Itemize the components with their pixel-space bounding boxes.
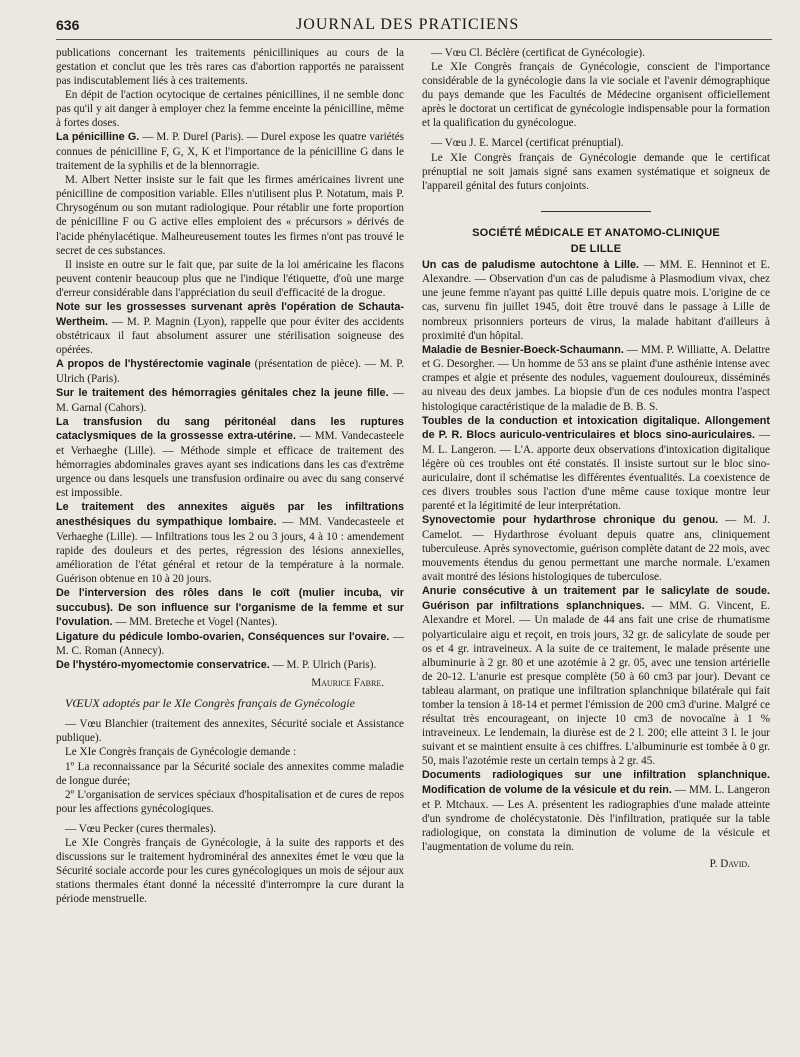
running-title: JOURNAL DES PRATICIENS (296, 15, 520, 33)
entry-text: — M. C. Roman (Annecy). (56, 630, 404, 658)
entry-text: (présentation de pièce). — M. P. Ulrich (Paris). (56, 358, 404, 385)
abstract-entry (56, 658, 404, 673)
entry-title: Le traitement des annexites aiguës par les infiltrations anesthésiques du sympathique lombaire. (56, 501, 404, 528)
paragraph: 1º La reconnaissance par la Sécurité sociale des annexites comme maladie de longue durée; (56, 760, 404, 787)
entry-title: Documents radiologiques sur une infiltration splanchnique. Modification de volume de la vésicule et du rein. (422, 769, 770, 796)
voeux-heading: VŒUX adoptés par le XIe Congrès français de Gynécologie (65, 696, 355, 711)
entry-text: — M. L. Langeron. — L'A. apporte deux observations d'intoxication digitalique légère où ces troubles ont été constatés. Il insiste surtout sur le bloc sino-auriculaire, dont il schématise les différentes éventualités. La coexistence de ces divers troubles sous l'action d'une même cause toxique montre leur parenté et la légitimité de leur interprétation. (422, 429, 770, 513)
text-columns (56, 46, 772, 1046)
paragraph: En dépit de l'action ocytocique de certaines pénicillines, il ne semble donc pas qu'il y ait danger à employer chez la femme enceinte la pénicilline, même à fortes doses. (56, 89, 404, 130)
abstract-entry (56, 130, 404, 173)
entry-text: — MM. L. Langeron et P. Mtchaux. — Les A. présentent les radiographies d'une malade atteinte d'un syndrome de cholécystatonie. Dès l'infiltration, pratiquée sur la table radiologique, on constata la diminution de volume de la vésicule et l'augmentation de volume du rein. (422, 783, 770, 853)
entry-title: Sur le traitement des hémorragies génitales chez la jeune fille. (56, 387, 389, 400)
paragraph: — Vœu Blanchier (traitement des annexites, Sécurité sociale et Assistance publique). (56, 718, 404, 745)
entry-title: La pénicilline G. (56, 131, 140, 144)
entry-text: — MM. P. Williatte, A. Delattre et G. Desorgher. — Un homme de 53 ans se plaint d'une asthénie intense avec crampes et algie et présente des nodules, vaguement douloureux, disséminés au niveau des deux jambes. La biopsie d'un de ces nodules montra l'aspect histologique caractéristique de la maladie de B. B. S. (422, 343, 770, 413)
entry-title: A propos de l'hystérectomie vaginale (56, 358, 251, 371)
entry-title: Note sur les grossesses survenant après l'opération de Schauta-Wertheim. (56, 300, 404, 328)
entry-text: — M. P. Magnin (Lyon), rappelle que pour éviter des accidents obstétricaux il faut absolument assurer une stérilisation soigneuse des opérées. (56, 315, 404, 357)
abstract-entry (422, 343, 770, 414)
abstract-entry (422, 258, 770, 343)
author-signature: Maurice Fabre. (311, 677, 384, 690)
entry-text: — MM. Breteche et Vogel (Nantes). (112, 616, 278, 629)
paragraph: publications concernant les traitements pénicilliniques au cours de la gestation et conclut que les très rares cas d'abortion rapportés ne paraissent pas indiscutablement liés à ces traitements. (56, 47, 404, 88)
entry-title: Synovectomie pour hydarthrose chronique du genou. (422, 514, 719, 527)
entry-text: — MM. Vandecasteele et Verhaeghe (Lille). — Méthode simple et efficace de traitement des hémorragies abdominales graves ayant ses indications dans les cas d'extrême urgence ou dans lesquels une transfusion ordinaire ou avec du sang conservé est impossible. (56, 430, 405, 500)
left-column (56, 46, 404, 1046)
abstract-entry (422, 584, 770, 768)
paragraph: — Vœu Cl. Béclère (certificat de Gynécologie). (431, 47, 645, 59)
paragraph: — Vœu Pecker (cures thermales). (65, 822, 217, 835)
section-heading-line: SOCIÉTÉ MÉDICALE ET ANATOMO-CLINIQUE (472, 226, 720, 239)
abstract-entry (56, 500, 404, 586)
abstract-entry (422, 414, 770, 514)
paragraph: Il insiste en outre sur le fait que, par suite de la loi américaine les flacons peuvent contenir beaucoup plus que ne l'indique l'étiquette, d'où une marge d'erreur considérable dans l'appréciation du seuil d'efficacité de la drogue. (56, 258, 404, 299)
entry-text: — MM. E. Henninot et E. Alexandre. — Observation d'un cas de paludisme à Plasmodium vivax, chez une jeune femme n'ayant pas quitté Lille depuis quatre mois. L'origine de ce cas, survenu fin juillet 1945, doit être trouvé dans le passage à Lille de nombreux prisonniers porteurs de virus, la malade habitant d'ailleurs à proximité d'un hôpital. (422, 258, 770, 342)
paragraph: Le XIe Congrès français de Gynécologie, conscient de l'importance considérable de la gynécologie dans la vie sociale et l'avenir démographique du pays demande que les Facultés de Médecine organisent officiellement après le doctorat un certificat de gynécologie indispensable pour la formation et la qualification du gynécologue. (422, 61, 770, 130)
entry-text: — M. J. Camelot. — Hydarthrose évoluant depuis quatre ans, cliniquement tuberculeuse. Après synovectomie, guérison complète datant de 22 mois, avec mouvements étendus du genou permettant une marche normale. L'examen avait montré des lésions histologiques de tuberculose. (422, 514, 770, 584)
entry-text: — M. P. Ulrich (Paris). (269, 659, 377, 672)
page-number: 636 (56, 16, 80, 33)
section-divider (541, 211, 651, 212)
entry-title: Toubles de la conduction et intoxication digitalique. Allongement de P. R. Blocs auriculo-ventriculaires et blocs sino-auriculaires. (422, 414, 770, 442)
abstract-entry (56, 357, 404, 386)
paragraph: Le XIe Congrès français de Gynécologie demande : (65, 746, 297, 759)
section-heading (422, 226, 770, 258)
abstract-entry (56, 586, 404, 630)
abstract-entry (56, 415, 404, 501)
abstract-entry (422, 768, 770, 854)
page-header (56, 0, 772, 40)
paragraph: — Vœu J. E. Marcel (certificat prénuptial). (431, 137, 624, 150)
entry-text: — M. P. Durel (Paris). — Durel expose les quatre variétés connues de pénicilline F, G, X, K et l'importance de la pénicilline G dans le traitement de la syphilis et de la blennorragie. (56, 131, 404, 173)
abstract-entry (422, 513, 770, 584)
entry-title: De l'hystéro-myomectomie conservatrice. (56, 659, 270, 672)
section-heading-line: DE LILLE (570, 242, 622, 255)
entry-title: Un cas de paludisme autochtone à Lille. (422, 258, 640, 271)
entry-title: Ligature du pédicule lombo-ovarien, Conséquences sur l'ovaire. (56, 630, 390, 643)
entry-text: — M. Garnal (Cahors). (56, 387, 404, 414)
author-signature: P. David. (709, 857, 750, 870)
abstract-entry (56, 386, 404, 415)
entry-title: Anurie consécutive à un traitement par le salicylate de soude. Guérison par infiltrations splanchniques. (422, 585, 770, 612)
paragraph: M. Albert Netter insiste sur le fait que les firmes américaines livrent une pénicilline de composition variable. Elles n'utilisent plus P. Notatum, mais P. Chrysogénum ou son mutant radiologique. Pour rétablir une forte proportion de pénicilline F ou G active elles emploient des « précursors » dérivés de l'acide phénylacétique. Malheureusement toutes les firmes n'ont pas trouvé le secret de ces substances. (56, 174, 404, 257)
entry-title: La transfusion du sang péritonéal dans les ruptures cataclysmiques de la grossesse extra-utérine. (56, 415, 404, 443)
right-column (422, 46, 770, 1046)
entry-title: Maladie de Besnier-Boeck-Schaumann. (422, 343, 624, 356)
entry-title: De l'interversion des rôles dans le coït (mulier incuba, vir succubus). De son influence sur l'organisme de la femme et sur l'ovulation. (56, 586, 404, 629)
paragraph: Le XIe Congrès français de Gynécologie demande que le certificat prénuptial ne soit jamais signé sans examen systématique et soigneux de l'appareil génital des futurs conjoints. (422, 151, 770, 192)
paragraph: 2º L'organisation de services spéciaux d'hospitalisation et de cures de repos pour les affections gynécologiques. (56, 788, 404, 815)
abstract-entry (56, 300, 404, 357)
entry-text: — MM. G. Vincent, E. Alexandre et Morel. — Un malade de 44 ans fait une crise de rhumatisme polyarticulaire aigu et reçoit, en trois jours, 32 gr. de salicylate de soude per os et 4 gr. intraveineux. A la suite de ce traitement, le malade présente une albuminurie à 2 gr. 80 et une azotémie à 2 gr. 05, avec une tension artérielle de 20-12. L'anurie est presque complète (50 à 60 cm3 par jour). Devant ce tableau alarmant, on pratique une infiltration splanchnique bilatérale qui fait tomber la tension à 18-14 et permet l'émission de 200 cm3 d'urine. Malgré ce résultat très encourageant, on injecte 10 cm3 de novocaïne à 1 % intraveineux. Le lendemain, la diurèse est de 2 l. 200; elle atteint 3 l. le jour suivant et se maintient ensuite à ces chiffres. L'albuminurie est tombée à 0 gr. 50, mais l'azotémie reste un certain temps à 2 gr. 45. (422, 599, 771, 768)
abstract-entry (56, 630, 404, 659)
paragraph: Le XIe Congrès français de Gynécologie, à la suite des rapports et des discussions sur le traitement hydrominéral des annexites émet le vœu que la Sécurité sociale accorde pour les cures gynécologiques un mois de séjour aux stations thermales étant donné la nécessité d'interrompre la cure durant la période menstruelle. (56, 836, 404, 906)
entry-text: — MM. Vandecasteele et Verhaeghe (Lille). — Infiltrations tous les 2 ou 3 jours, 4 à 10 : amendement rapide des douleurs et des pertes, régression des lésions annexielles, amélioration de l'état général et retour de la température à la normale. Guérison obtenue en 10 à 20 jours. (56, 515, 405, 585)
